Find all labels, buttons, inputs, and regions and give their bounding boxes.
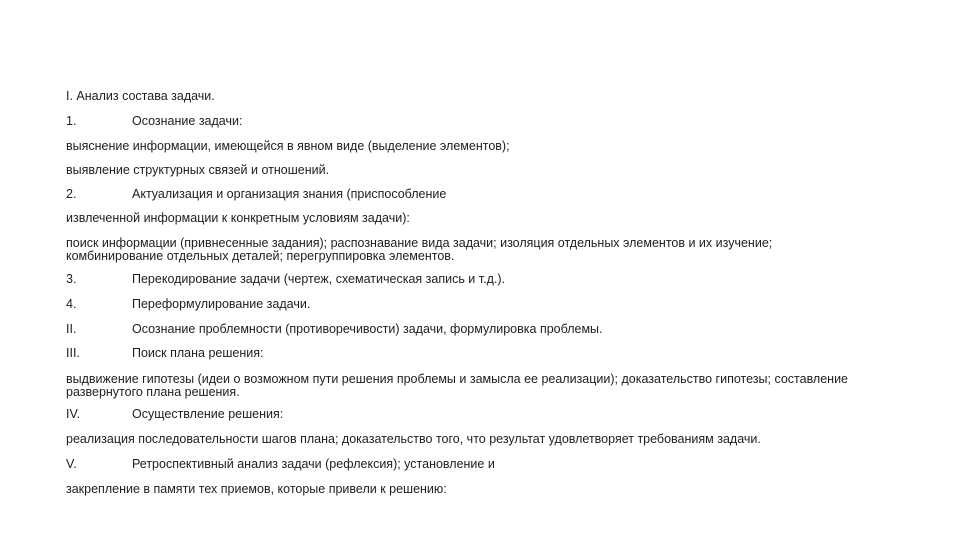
item-number: 4.	[66, 297, 77, 311]
item-text: Поиск плана решения:	[132, 346, 264, 360]
item-text: Осознание задачи:	[132, 114, 243, 128]
document-title: I. Анализ состава задачи.	[66, 89, 215, 103]
item-text: Осуществление решения:	[132, 407, 284, 421]
item-number: V.	[66, 457, 77, 471]
item-text: Осознание проблемности (противоречивости) задачи, формулировка проблемы.	[132, 322, 603, 336]
item-text: Ретроспективный анализ задачи (рефлексия); установление и	[132, 457, 495, 471]
paragraph: извлеченной информации к конкретным условиям задачи):	[66, 211, 410, 225]
item-number: III.	[66, 346, 80, 360]
paragraph: закрепление в памяти тех приемов, которые привели к решению:	[66, 482, 447, 496]
item-number: 3.	[66, 272, 77, 286]
item-text: Актуализация и организация знания (приспособление	[132, 187, 447, 201]
item-number: IV.	[66, 407, 81, 421]
item-number: 1.	[66, 114, 77, 128]
paragraph: выдвижение гипотезы (идеи о возможном пути решения проблемы и замысла ее реализации); доказательство гипотезы; составление развернутого плана решения.	[66, 372, 849, 399]
paragraph: выяснение информации, имеющейся в явном виде (выделение элементов);	[66, 139, 510, 153]
item-number: 2.	[66, 187, 77, 201]
paragraph: реализация последовательности шагов плана; доказательство того, что результат удовлетворяет требованиям задачи.	[66, 432, 761, 446]
paragraph: поиск информации (привнесенные задания); распознавание вида задачи; изоляция отдельных элементов и их изучение; комбинирование отдельных деталей; перегруппировка элементов.	[66, 236, 773, 263]
paragraph: выявление структурных связей и отношений.	[66, 163, 330, 177]
item-text: Переформулирование задачи.	[132, 297, 311, 311]
item-number: II.	[66, 322, 77, 336]
item-text: Перекодирование задачи (чертеж, схематическая запись и т.д.).	[132, 272, 505, 286]
